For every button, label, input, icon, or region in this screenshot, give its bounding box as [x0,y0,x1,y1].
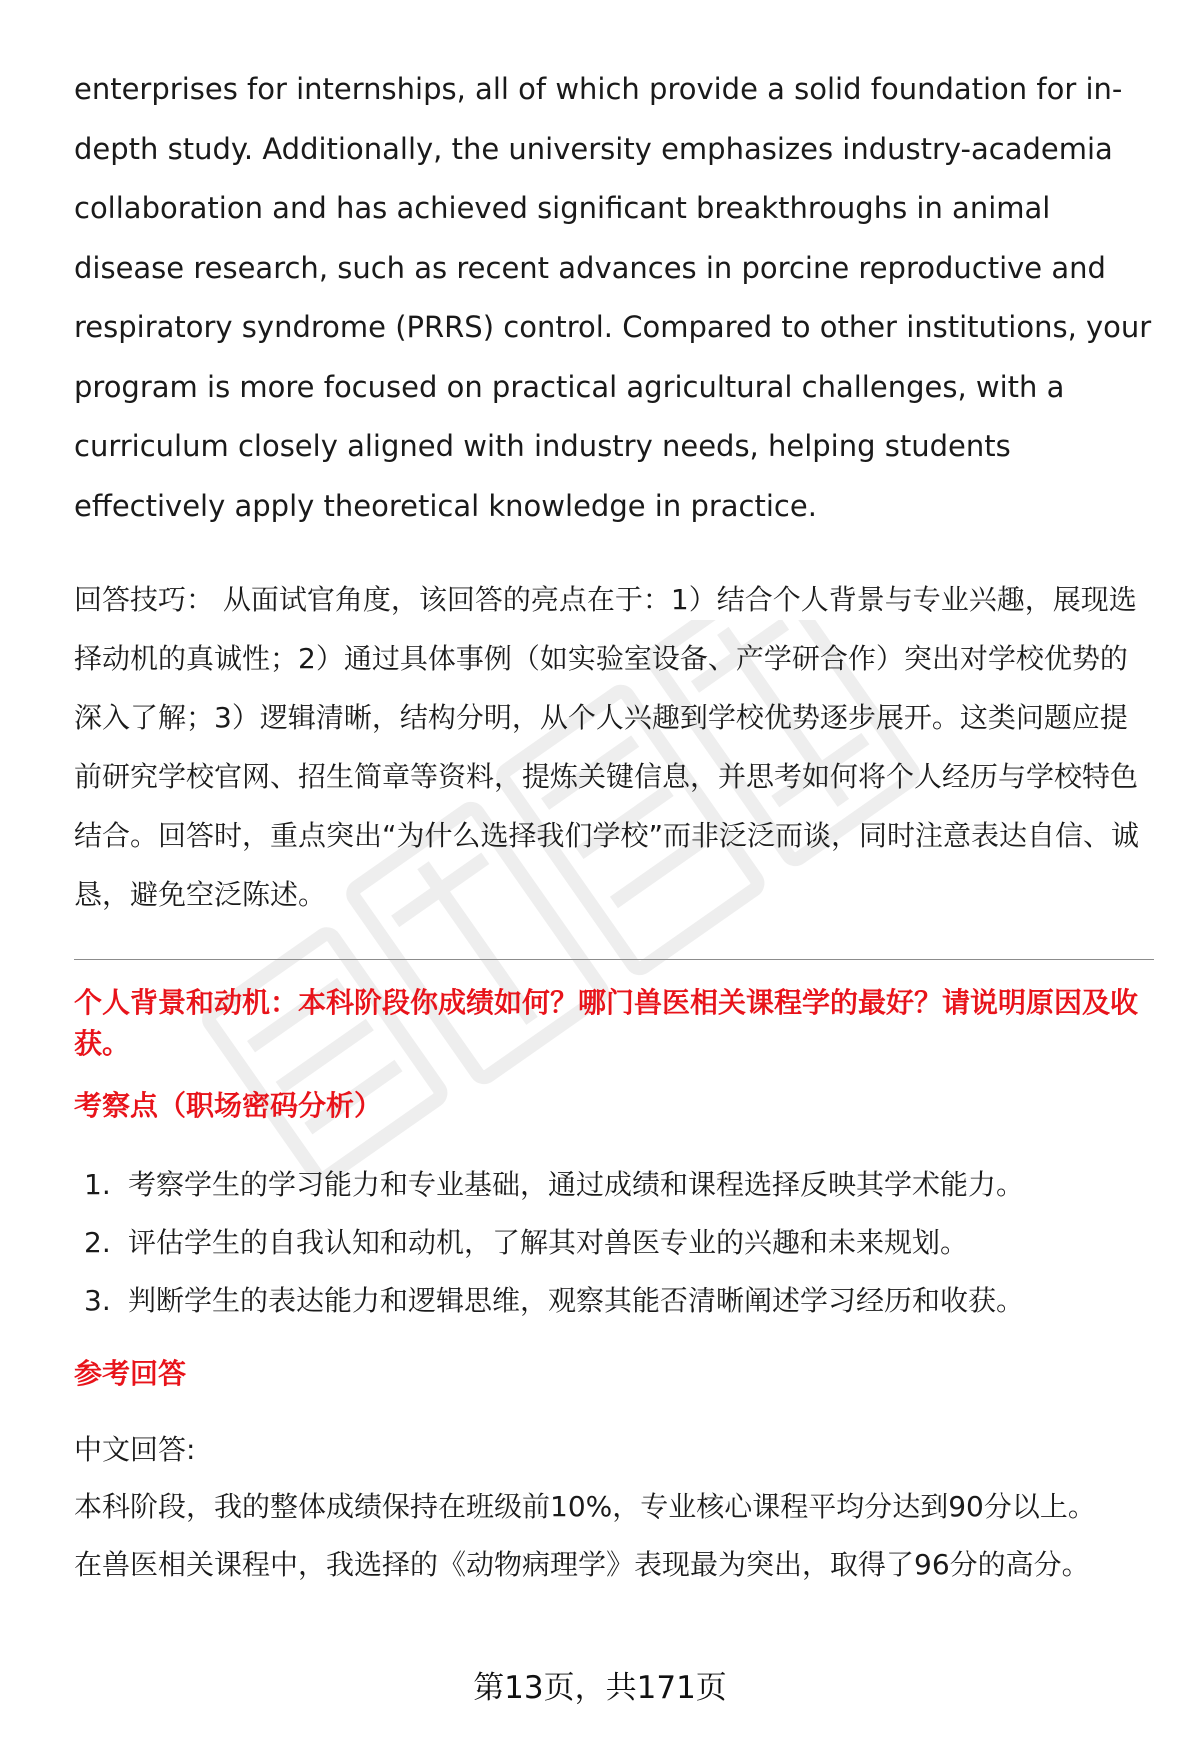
answer-line: 在兽医相关课程中，我选择的《动物病理学》表现最为突出，取得了96分的高分。 [74,1548,1090,1581]
list-item-text: 判断学生的表达能力和逻辑思维，观察其能否清晰阐述学习经历和收获。 [128,1284,1025,1317]
page-number-footer: 第13页，共171页 [473,1670,727,1706]
list-item-number: 1. [84,1168,111,1201]
list-item [74,1214,1154,1272]
reference-answer-heading: 参考回答 [74,1357,187,1390]
list-item-text: 评估学生的自我认知和动机，了解其对兽医专业的兴趣和未来规划。 [128,1226,969,1259]
list-item-number: 2. [84,1226,111,1259]
list-item [74,1156,1154,1214]
english-answer-continuation: enterprises for internships, all of which provide a solid foundation for in-depth study. Additionally, the university emphasizes industry-academia collaboration and has achieved significant breakthroughs in animal disease research, such as recent advances in porcine reproductive and respiratory syndrome (PRRS) control. Compared to other institutions, your program is more focused on practical agricultural challenges, with a curriculum closely aligned with industry needs, helping students effectively apply theoretical knowledge in practice. [74,72,1152,523]
document-page [74,60,1154,1594]
list-item-text: 考察学生的学习能力和专业基础，通过成绩和课程选择反映其学术能力。 [128,1168,1025,1201]
answer-tip-paragraph: 回答技巧： 从面试官角度，该回答的亮点在于：1）结合个人背景与专业兴趣，展现选择动机的真诚性；2）通过具体事例（如实验室设备、产学研合作）突出对学校优势的深入了解；3）逻辑清晰，结构分明，从个人兴趣到学校优势逐步展开。这类问题应提前研究学校官网、招生简章等资料，提炼关键信息，并思考如何将个人经历与学校特色结合。回答时，重点突出“为什么选择我们学校”而非泛泛而谈，同时注意表达自信、诚恳，避免空泛陈述。 [74,583,1140,911]
section-divider [74,959,1154,960]
chinese-answer-label: 中文回答: [74,1433,196,1466]
list-item-number: 3. [84,1284,111,1317]
list-item [74,1272,1154,1330]
question-title: 个人背景和动机：本科阶段你成绩如何？哪门兽医相关课程学的最好？请说明原因及收获。 [74,986,1139,1060]
assessment-points-list [74,1156,1154,1330]
answer-line: 本科阶段，我的整体成绩保持在班级前10%，专业核心课程平均分达到90分以上。 [74,1490,1096,1523]
assessment-heading: 考察点（职场密码分析） [74,1089,383,1122]
